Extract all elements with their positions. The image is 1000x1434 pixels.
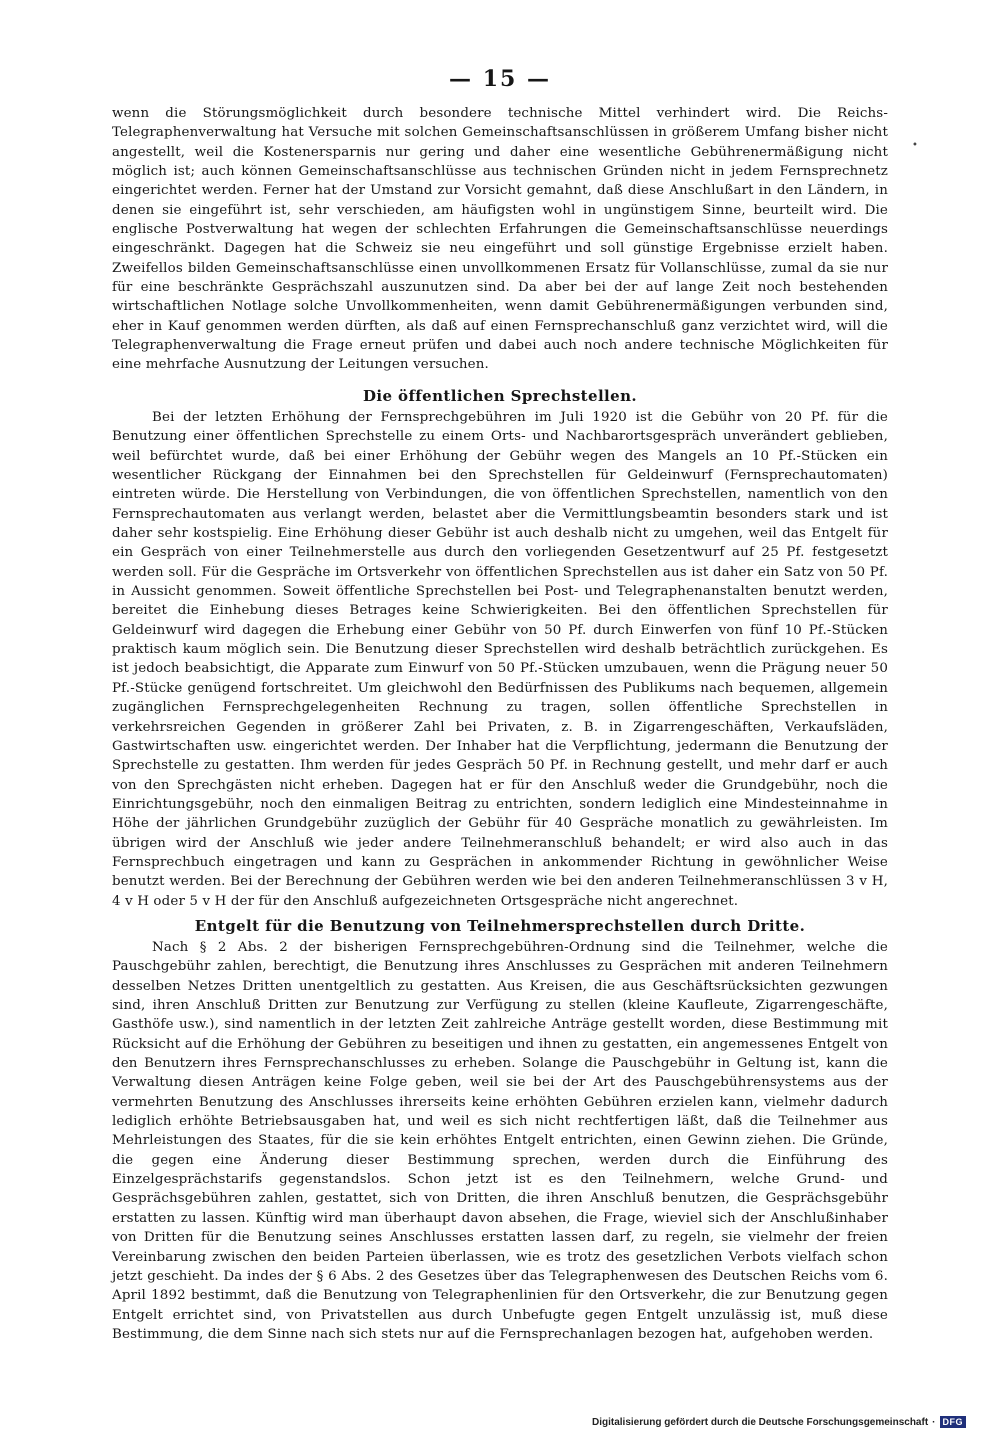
section-public-phones-heading-wrap	[112, 386, 888, 406]
footer-text: Digitalisierung gefördert durch die Deutsche Forschungsgemeinschaft	[591, 1416, 929, 1428]
section-heading-public-phones: Die öffentlichen Sprechstellen.	[362, 387, 638, 405]
paragraph-3: Nach § 2 Abs. 2 der bisherigen Fernsprechgebühren-Ordnung sind die Teilnehmer, welche die Pauschgebühr zahlen, berechtigt, die Benutzung ihres Anschlusses zu Gesprächen mit anderen Teilnehmern desselben Netzes Dritten unentgeltlich zu gestatten. Aus Kreisen, die aus Geschäftsrücksichten gezwungen sind, ihren Anschluß Dritten zur Benutzung zur Verfügung zu stellen (kleine Kaufleute, Zigarrengeschäfte, Gasthöfe usw.), sind namentlich in der letzten Zeit zahlreiche Anträge gestellt worden, diese Bestimmung mit Rücksicht auf die Erhöhung der Gebühren zu beseitigen und ihnen zu gestatten, ein angemessenes Entgelt von den Benutzern ihres Fernsprechanschlusses zu erheben. Solange die Pauschgebühr in Geltung ist, kann die Verwaltung diesen Anträgen keine Folge geben, weil sie bei der Art des Pauschgebührensystems aus der vermehrten Benutzung des Anschlusses ihrerseits keine erhöhten Gebühren erzielen kann, vielmehr dadurch lediglich erhöhte Betriebsausgaben hat, und weil es sich nicht rechtfertigen läßt, daß die Teilnehmer aus Mehrleistungen des Staates, für die sie kein erhöhtes Entgelt entrichten, einen Gewinn ziehen. Die Gründe, die gegen eine Änderung dieser Bestimmung sprechen, werden durch die Einführung des Einzelgesprächstarifs gegenstandslos. Schon jetzt ist es den Teilnehmern, welche Grund- und Gesprächsgebühren zahlen, gestattet, sich von Dritten, die ihren Anschluß benutzen, die Gesprächsgebühr erstatten zu lassen. Künftig wird man überhaupt davon absehen, die Frage, wieviel sich der Anschlußinhaber von Dritten für die Benutzung seines Anschlusses erstatten lassen darf, zu regeln, sie vielmehr der freien Vereinbarung zwischen den beiden Parteien überlassen, wie es trotz des gesetzlichen Verbots vielfach schon jetzt geschieht. Da indes der § 6 Abs. 2 des Gesetzes über das Telegraphenwesen des Deutschen Reichs vom 6. April 1892 bestimmt, daß die Benutzung von Telegraphenlinien für den Ortsverkehr, die zur Benutzung gegen Entgelt errichtet sind, von Privatstellen aus durch Unbefugte gegen Entgelt unzulässig ist, muß diese Bestimmung, die dem Sinne nach sich stets nur auf die Fernsprechanlagen bezogen hat, aufgehoben werden.	[112, 940, 888, 1342]
section-continuation	[112, 104, 888, 375]
paragraph-1: wenn die Störungsmöglichkeit durch besondere technische Mittel verhindert wird. Die Reichs-Telegraphenverwaltung hat Versuche mit solchen Gemeinschaftsanschlüssen in größerem Umfang bisher nicht angestellt, weil die Kostenersparnis nur gering und daher eine wesentliche Gebührenermäßigung nicht möglich ist; auch können Gemeinschaftsanschlüsse aus technischen Gründen nicht in jedem Fernsprechnetz eingerichtet werden. Ferner hat der Umstand zur Vorsicht gemahnt, daß diese Anschlußart in den Ländern, in denen sie eingeführt ist, sehr verschieden, am häufigsten wohl in ungünstigem Sinne, beurteilt wird. Die englische Postverwaltung hat wegen der schlechten Erfahrungen die Gemeinschaftsanschlüsse neuerdings eingeschränkt. Dagegen hat die Schweiz sie neu eingeführt und soll günstige Ergebnisse erzielt haben. Zweifellos bilden Gemeinschaftsanschlüsse einen unvollkommenen Ersatz für Vollanschlüsse, zumal da sie nur für eine beschränkte Gesprächszahl auszunutzen sind. Da aber bei der auf lange Zeit noch bestehenden wirtschaftlichen Notlage solche Unvollkommenheiten, wenn damit Gebührenermäßigungen verbunden sind, eher in Kauf genommen werden dürften, als daß auf einen Fernsprechanschluß ganz verzichtet wird, will die Telegraphenverwaltung die Frage erneut prüfen und dabei auch noch andere technische Möglichkeiten für eine mehrfache Ausnutzung der Leitungen versuchen.	[112, 106, 888, 373]
section-public-phones	[112, 408, 888, 911]
paragraph-2: Bei der letzten Erhöhung der Fernsprechgebühren im Juli 1920 ist die Gebühr von 20 Pf. für die Benutzung einer öffentlichen Sprechstelle zu einem Orts- und Nachbarortsgespräch unverändert geblieben, weil befürchtet wurde, daß bei einer Erhöhung der Gebühr wegen des Mangels an 10 Pf.-Stücken ein wesentlicher Rückgang der Einnahmen bei den Sprechstellen für Geldeinwurf (Fernsprechautomaten) eintreten würde. Die Herstellung von Verbindungen, die von öffentlichen Sprechstellen, namentlich von den Fernsprechautomaten aus verlangt werden, belastet aber die Vermittlungsbeamtin besonders stark und ist daher sehr kostspielig. Eine Erhöhung dieser Gebühr ist auch deshalb nicht zu umgehen, weil das Entgelt für ein Gespräch von einer Teilnehmerstelle aus durch den vorliegenden Gesetzentwurf auf 25 Pf. festgesetzt werden soll. Für die Gespräche im Ortsverkehr von öffentlichen Sprechstellen aus ist daher ein Satz von 50 Pf. in Aussicht genommen. Soweit öffentliche Sprechstellen bei Post- und Telegraphenanstalten benutzt werden, bereitet die Einhebung dieses Betrages keine Schwierigkeiten. Bei den öffentlichen Sprechstellen für Geldeinwurf wird dagegen die Erhebung einer Gebühr von 50 Pf. durch Einwerfen von fünf 10 Pf.-Stücken praktisch kaum möglich sein. Die Benutzung dieser Sprechstellen wird deshalb beträchtlich zurückgehen. Es ist jedoch beabsichtigt, die Apparate zum Einwurf von 50 Pf.-Stücken umzubauen, wenn die Prägung neuer 50 Pf.-Stücke genügend fortschreitet. Um gleichwohl den Bedürfnissen des Publikums nach bequemen, allgemein zugänglichen Fernsprechgelegenheiten Rechnung zu tragen, sollen öffentliche Sprechstellen in verkehrsreichen Gegenden in größerer Zahl bei Privaten, z. B. in Zigarrengeschäften, Verkaufsläden, Gastwirtschaften usw. eingerichtet werden. Der Inhaber hat die Verpflichtung, jedermann die Benutzung der Sprechstelle zu gestatten. Ihm werden für jedes Gespräch 50 Pf. in Rechnung gestellt, und mehr darf er auch von den Sprechgästen nicht erheben. Dagegen hat er für den Anschluß weder die Grundgebühr, noch die Einrichtungsgebühr, noch den einmaligen Beitrag zu entrichten, sondern lediglich eine Mindesteinnahme in Höhe der jährlichen Grundgebühr zuzüglich der Gebühr für 40 Gespräche monatlich zu gewährleisten. Im übrigen wird der Anschluß wie jeder andere Teilnehmeranschluß behandelt; er wird also auch in das Fernsprechbuch eingetragen und kann zu Gesprächen in ankommender Richtung in gewöhnlicher Weise benutzt werden. Bei der Berechnung der Gebühren werden wie bei den anderen Teilnehmeranschlüssen 3 v H, 4 v H oder 5 v H der für den Anschluß aufgezeichneten Ortsgespräche nicht angerechnet.	[112, 410, 888, 909]
margin-mark: •	[912, 140, 918, 151]
dfg-logo: DFG	[940, 1416, 967, 1428]
section-third-party-heading-wrap	[112, 916, 888, 936]
section-third-party	[112, 938, 888, 1344]
section-heading-third-party: Entgelt für die Benutzung von Teilnehmersprechstellen durch Dritte.	[194, 917, 806, 935]
page-number: — 15 —	[449, 66, 551, 92]
separator-dot: ·	[932, 1416, 936, 1428]
funding-footer	[592, 1416, 966, 1428]
